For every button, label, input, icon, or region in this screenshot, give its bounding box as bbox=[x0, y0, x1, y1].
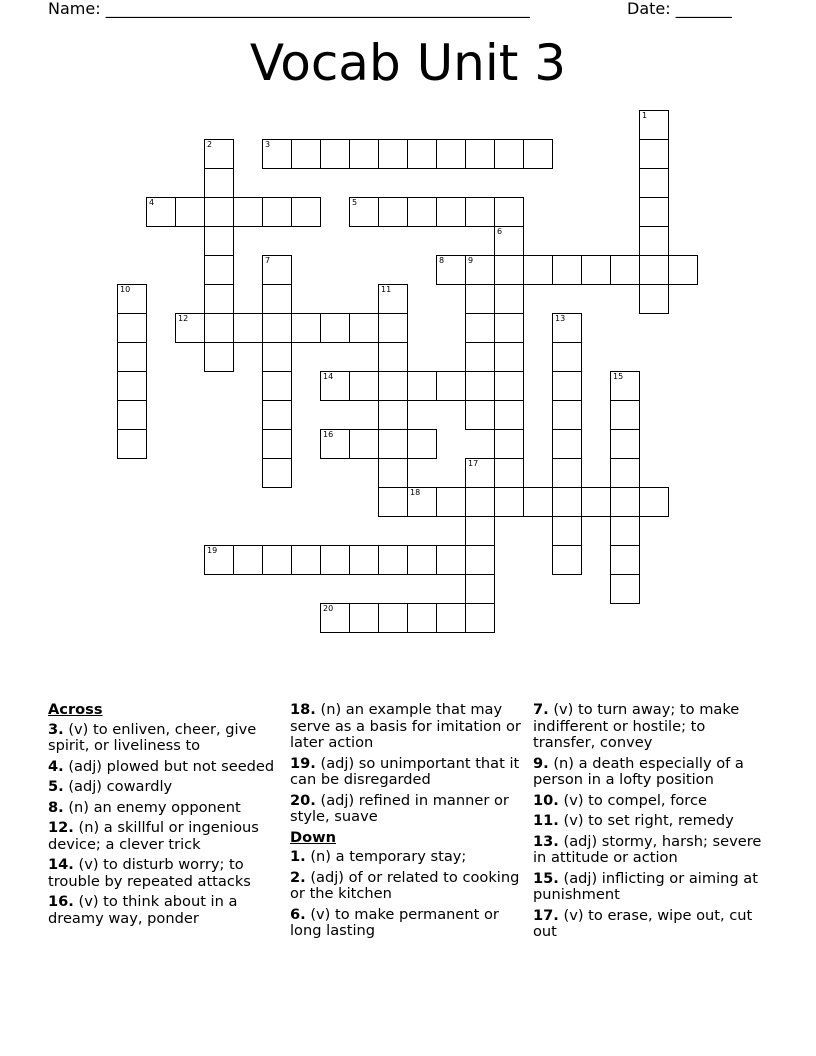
clue-text: (adj) plowed but not seeded bbox=[63, 757, 275, 775]
name-line: _____________________________________________________ bbox=[105, 0, 530, 18]
grid-cell[interactable] bbox=[494, 226, 524, 256]
clue-number: 16. bbox=[48, 893, 74, 910]
grid-cell[interactable] bbox=[610, 574, 640, 604]
grid-cell[interactable] bbox=[436, 139, 466, 169]
grid-cell[interactable] bbox=[233, 197, 263, 227]
cell-number: 5 bbox=[352, 198, 358, 207]
grid-cell[interactable] bbox=[233, 545, 263, 575]
page-title: Vocab Unit 3 bbox=[249, 34, 567, 92]
grid-cell[interactable] bbox=[465, 255, 495, 285]
grid-cell[interactable] bbox=[639, 168, 669, 198]
grid-cell[interactable] bbox=[117, 342, 147, 372]
clue-number: 1. bbox=[290, 848, 306, 865]
grid-cell[interactable] bbox=[552, 487, 582, 517]
clue-text: (adj) of or related to cooking or the kitchen bbox=[290, 868, 520, 902]
grid-cell[interactable] bbox=[262, 313, 292, 343]
grid-cell[interactable] bbox=[407, 603, 437, 633]
clue-item bbox=[290, 702, 522, 752]
grid-cell[interactable] bbox=[494, 487, 524, 517]
clue-item bbox=[48, 779, 280, 796]
grid-cell[interactable] bbox=[320, 313, 350, 343]
grid-cell[interactable] bbox=[175, 313, 205, 343]
grid-cell[interactable] bbox=[146, 197, 176, 227]
clue-number: 8. bbox=[48, 798, 64, 816]
date-label: Date: bbox=[627, 0, 671, 18]
grid-cell[interactable] bbox=[378, 342, 408, 372]
name-label: Name: bbox=[48, 0, 101, 18]
grid-cell[interactable] bbox=[494, 197, 524, 227]
grid-cell[interactable] bbox=[320, 603, 350, 633]
clue-column-1 bbox=[48, 702, 280, 931]
grid-cell[interactable] bbox=[523, 487, 553, 517]
grid-cell[interactable] bbox=[610, 255, 640, 285]
grid-cell[interactable] bbox=[494, 284, 524, 314]
grid-cell[interactable] bbox=[436, 197, 466, 227]
clue-text: (v) to set right, remedy bbox=[558, 812, 734, 829]
grid-cell[interactable] bbox=[204, 342, 234, 372]
clue-item bbox=[48, 722, 280, 755]
grid-cell[interactable] bbox=[523, 139, 553, 169]
grid-cell[interactable] bbox=[407, 487, 437, 517]
grid-cell[interactable] bbox=[262, 284, 292, 314]
grid-cell[interactable] bbox=[262, 429, 292, 459]
cell-number: 19 bbox=[207, 546, 218, 555]
clue-number: 11. bbox=[533, 812, 559, 829]
grid-cell[interactable] bbox=[291, 139, 321, 169]
clue-number: 17. bbox=[533, 906, 559, 924]
clue-number: 9. bbox=[533, 754, 549, 772]
grid-cell[interactable] bbox=[349, 429, 379, 459]
grid-cell[interactable] bbox=[581, 255, 611, 285]
grid-cell[interactable] bbox=[494, 255, 524, 285]
grid-cell[interactable] bbox=[349, 139, 379, 169]
grid-cell[interactable] bbox=[465, 284, 495, 314]
grid-cell[interactable] bbox=[320, 139, 350, 169]
clue-text: (adj) cowardly bbox=[63, 778, 173, 795]
grid-cell[interactable] bbox=[494, 313, 524, 343]
cell-number: 17 bbox=[468, 459, 479, 468]
grid-cell[interactable] bbox=[407, 197, 437, 227]
grid-cell[interactable] bbox=[465, 574, 495, 604]
grid-cell[interactable] bbox=[204, 226, 234, 256]
clue-item bbox=[290, 907, 522, 940]
grid-cell[interactable] bbox=[320, 545, 350, 575]
grid-cell[interactable] bbox=[494, 429, 524, 459]
clue-number: 7. bbox=[533, 701, 549, 718]
cell-number: 8 bbox=[439, 256, 445, 265]
grid-cell[interactable] bbox=[639, 226, 669, 256]
grid-cell[interactable] bbox=[639, 110, 669, 140]
clue-item bbox=[290, 756, 522, 789]
grid-cell[interactable] bbox=[262, 545, 292, 575]
grid-cell[interactable] bbox=[291, 197, 321, 227]
cell-number: 6 bbox=[497, 227, 503, 236]
grid-cell[interactable] bbox=[552, 400, 582, 430]
grid-cell[interactable] bbox=[465, 342, 495, 372]
clue-item bbox=[533, 834, 765, 867]
clue-text: (adj) inflicting or aiming at punishment bbox=[533, 869, 758, 903]
grid-cell[interactable] bbox=[262, 139, 292, 169]
grid-cell[interactable] bbox=[465, 458, 495, 488]
grid-cell[interactable] bbox=[465, 603, 495, 633]
clue-text: (n) an example that may serve as a basis for imitation or later action bbox=[290, 701, 521, 751]
clue-number: 4. bbox=[48, 757, 64, 775]
grid-cell[interactable] bbox=[407, 545, 437, 575]
grid-cell[interactable] bbox=[378, 487, 408, 517]
clue-number: 19. bbox=[290, 754, 316, 772]
grid-cell[interactable] bbox=[204, 139, 234, 169]
grid-cell[interactable] bbox=[204, 255, 234, 285]
grid-cell[interactable] bbox=[233, 313, 263, 343]
clue-text: (n) an enemy opponent bbox=[63, 798, 241, 816]
clue-item bbox=[533, 793, 765, 810]
grid-cell[interactable] bbox=[552, 516, 582, 546]
grid-cell[interactable] bbox=[552, 429, 582, 459]
clue-column-2 bbox=[290, 702, 522, 944]
grid-cell[interactable] bbox=[465, 139, 495, 169]
grid-cell[interactable] bbox=[378, 371, 408, 401]
cell-number: 18 bbox=[410, 488, 421, 497]
cell-number: 7 bbox=[265, 256, 271, 265]
grid-cell[interactable] bbox=[262, 342, 292, 372]
cell-number: 4 bbox=[149, 198, 155, 207]
grid-cell[interactable] bbox=[523, 255, 553, 285]
grid-cell[interactable] bbox=[639, 255, 669, 285]
grid-cell[interactable] bbox=[494, 371, 524, 401]
grid-cell[interactable] bbox=[552, 545, 582, 575]
cell-number: 9 bbox=[468, 256, 474, 265]
clue-text: (n) a temporary stay; bbox=[305, 848, 467, 865]
grid-cell[interactable] bbox=[581, 487, 611, 517]
grid-cell[interactable] bbox=[349, 371, 379, 401]
grid-cell[interactable] bbox=[494, 342, 524, 372]
clue-item bbox=[48, 820, 280, 853]
grid-cell[interactable] bbox=[262, 458, 292, 488]
grid-cell[interactable] bbox=[552, 255, 582, 285]
clue-item bbox=[48, 857, 280, 890]
clue-text: (v) to compel, force bbox=[558, 791, 707, 809]
grid-cell[interactable] bbox=[204, 313, 234, 343]
cell-number: 14 bbox=[323, 372, 334, 381]
clue-text: (v) to make permanent or long lasting bbox=[290, 905, 499, 939]
grid-cell[interactable] bbox=[378, 313, 408, 343]
clue-section-heading: Across bbox=[48, 701, 103, 718]
clue-text: (n) a skillful or ingenious device; a clever trick bbox=[48, 819, 259, 853]
grid-cell[interactable] bbox=[291, 313, 321, 343]
grid-cell[interactable] bbox=[436, 545, 466, 575]
grid-cell[interactable] bbox=[465, 371, 495, 401]
grid-cell[interactable] bbox=[552, 371, 582, 401]
clue-item bbox=[48, 800, 280, 817]
grid-cell[interactable] bbox=[552, 313, 582, 343]
grid-cell[interactable] bbox=[378, 197, 408, 227]
grid-cell[interactable] bbox=[320, 371, 350, 401]
grid-cell[interactable] bbox=[349, 545, 379, 575]
grid-cell[interactable] bbox=[610, 429, 640, 459]
cell-number: 2 bbox=[207, 140, 213, 149]
grid-cell[interactable] bbox=[465, 487, 495, 517]
grid-cell[interactable] bbox=[436, 487, 466, 517]
clue-text: (v) to enliven, cheer, give spirit, or liveliness to bbox=[48, 720, 257, 754]
grid-cell[interactable] bbox=[349, 603, 379, 633]
grid-cell[interactable] bbox=[407, 429, 437, 459]
grid-cell[interactable] bbox=[407, 371, 437, 401]
clue-number: 12. bbox=[48, 819, 74, 836]
grid-cell[interactable] bbox=[117, 371, 147, 401]
clue-item bbox=[290, 793, 522, 826]
grid-cell[interactable] bbox=[436, 371, 466, 401]
clue-item bbox=[533, 871, 765, 904]
grid-cell[interactable] bbox=[378, 603, 408, 633]
grid-cell[interactable] bbox=[552, 458, 582, 488]
clue-number: 10. bbox=[533, 791, 559, 809]
grid-cell[interactable] bbox=[204, 284, 234, 314]
grid-cell[interactable] bbox=[610, 371, 640, 401]
clue-number: 6. bbox=[290, 905, 306, 923]
clue-section-heading: Down bbox=[290, 828, 337, 846]
grid-cell[interactable] bbox=[117, 400, 147, 430]
cell-number: 10 bbox=[120, 285, 131, 294]
clue-text: (v) to erase, wipe out, cut out bbox=[533, 906, 753, 940]
grid-cell[interactable] bbox=[610, 487, 640, 517]
grid-cell[interactable] bbox=[349, 313, 379, 343]
cell-number: 20 bbox=[323, 604, 334, 613]
grid-cell[interactable] bbox=[378, 429, 408, 459]
clue-item bbox=[533, 813, 765, 830]
grid-cell[interactable] bbox=[436, 603, 466, 633]
grid-cell[interactable] bbox=[465, 516, 495, 546]
clue-item bbox=[533, 702, 765, 752]
grid-cell[interactable] bbox=[378, 400, 408, 430]
cell-number: 1 bbox=[642, 111, 648, 120]
grid-cell[interactable] bbox=[262, 371, 292, 401]
grid-cell[interactable] bbox=[204, 197, 234, 227]
grid-cell[interactable] bbox=[610, 458, 640, 488]
grid-cell[interactable] bbox=[117, 284, 147, 314]
clue-number: 13. bbox=[533, 832, 559, 850]
grid-cell[interactable] bbox=[465, 313, 495, 343]
grid-cell[interactable] bbox=[262, 400, 292, 430]
cell-number: 15 bbox=[613, 372, 624, 381]
clue-text: (adj) refined in manner or style, suave bbox=[290, 791, 509, 825]
grid-cell[interactable] bbox=[436, 255, 466, 285]
clue-text: (adj) stormy, harsh; severe in attitude or action bbox=[533, 832, 762, 866]
grid-cell[interactable] bbox=[668, 255, 698, 285]
clue-text: (adj) so unimportant that it can be disregarded bbox=[290, 754, 520, 788]
cell-number: 16 bbox=[323, 430, 334, 439]
grid-cell[interactable] bbox=[378, 139, 408, 169]
date-line: _______ bbox=[675, 0, 732, 18]
grid-cell[interactable] bbox=[639, 139, 669, 169]
clue-item bbox=[48, 759, 280, 776]
cell-number: 3 bbox=[265, 140, 271, 149]
grid-cell[interactable] bbox=[494, 139, 524, 169]
grid-cell[interactable] bbox=[639, 197, 669, 227]
grid-cell[interactable] bbox=[610, 545, 640, 575]
grid-cell[interactable] bbox=[204, 545, 234, 575]
cell-number: 11 bbox=[381, 285, 392, 294]
grid-cell[interactable] bbox=[639, 487, 669, 517]
grid-cell[interactable] bbox=[610, 400, 640, 430]
clue-text: (n) a death especially of a person in a lofty position bbox=[533, 754, 744, 788]
clue-number: 14. bbox=[48, 856, 74, 873]
clue-number: 15. bbox=[533, 869, 559, 887]
grid-cell[interactable] bbox=[320, 429, 350, 459]
clue-text: (v) to disturb worry; to trouble by repeated attacks bbox=[48, 856, 251, 890]
grid-cell[interactable] bbox=[262, 255, 292, 285]
grid-cell[interactable] bbox=[262, 197, 292, 227]
grid-cell[interactable] bbox=[610, 516, 640, 546]
grid-cell[interactable] bbox=[552, 342, 582, 372]
clue-number: 5. bbox=[48, 778, 64, 795]
clue-item bbox=[533, 756, 765, 789]
clue-number: 20. bbox=[290, 791, 316, 809]
grid-cell[interactable] bbox=[465, 400, 495, 430]
clue-number: 18. bbox=[290, 701, 316, 718]
grid-cell[interactable] bbox=[639, 284, 669, 314]
cell-number: 12 bbox=[178, 314, 189, 323]
clue-item bbox=[290, 870, 522, 903]
grid-cell[interactable] bbox=[117, 429, 147, 459]
clue-number: 2. bbox=[290, 868, 306, 886]
grid-cell[interactable] bbox=[494, 400, 524, 430]
clue-number: 3. bbox=[48, 720, 64, 738]
clue-item bbox=[48, 894, 280, 927]
grid-cell[interactable] bbox=[494, 458, 524, 488]
grid-cell[interactable] bbox=[378, 458, 408, 488]
cell-number: 13 bbox=[555, 314, 566, 323]
clue-text: (v) to turn away; to make indifferent or hostile; to transfer, convey bbox=[533, 701, 740, 751]
grid-cell[interactable] bbox=[175, 197, 205, 227]
grid-cell[interactable] bbox=[349, 197, 379, 227]
grid-cell[interactable] bbox=[117, 313, 147, 343]
grid-cell[interactable] bbox=[378, 284, 408, 314]
clue-column-3 bbox=[533, 702, 765, 945]
grid-cell[interactable] bbox=[204, 168, 234, 198]
grid-cell[interactable] bbox=[465, 197, 495, 227]
grid-cell[interactable] bbox=[407, 139, 437, 169]
grid-cell[interactable] bbox=[291, 545, 321, 575]
clue-item bbox=[533, 908, 765, 941]
clue-text: (v) to think about in a dreamy way, ponder bbox=[48, 893, 238, 927]
clue-item bbox=[290, 849, 522, 866]
grid-cell[interactable] bbox=[378, 545, 408, 575]
grid-cell[interactable] bbox=[465, 545, 495, 575]
